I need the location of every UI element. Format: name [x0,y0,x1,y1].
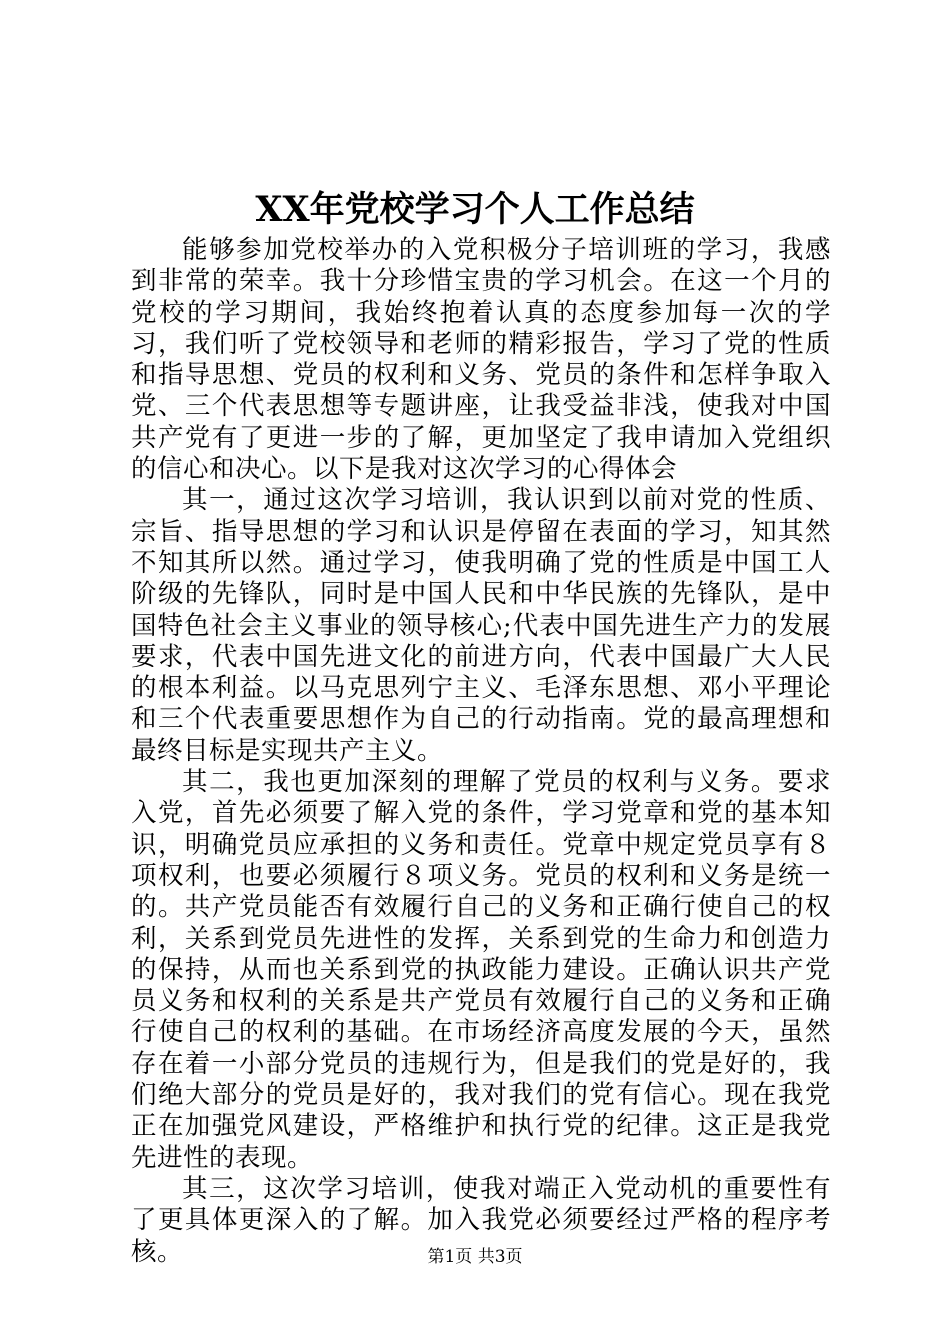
document-body [131,235,831,1268]
document-title: XX年党校学习个人工作总结 [255,189,695,230]
paragraph-third: 其三，这次学习培训，使我对端正入党动机的重要性有了更具体更深入的了解。加入我党必须要经过严格的程序考核。 [131,1173,831,1267]
paragraph-second: 其二，我也更加深刻的理解了党员的权利与义务。要求入党，首先必须要了解入党的条件，学习党章和党的基本知识，明确党员应承担的义务和责任。党章中规定党员享有８项权利，也要必须履行８项义务。党员的权利和义务是统一的。共产党员能否有效履行自己的义务和正确行使自己的权利，关系到党员先进性的发挥，关系到党的生命力和创造力的保持，从而也关系到党的执政能力建设。正确认识共产党员义务和权利的关系是共产党员有效履行自己的义务和正确行使自己的权利的基础。在市场经济高度发展的今天，虽然存在着一小部分党员的违规行为，但是我们的党是好的，我们绝大部分的党员是好的，我对我们的党有信心。现在我党正在加强党风建设，严格维护和执行党的纪律。这正是我党先进性的表现。 [131,767,831,1173]
page-footer: 第1页 共3页 [427,1247,523,1267]
paragraph-intro: 能够参加党校举办的入党积极分子培训班的学习，我感到非常的荣幸。我十分珍惜宝贵的学习机会。在这一个月的党校的学习期间，我始终抱着认真的态度参加每一次的学习，我们听了党校领导和老师的精彩报告，学习了党的性质和指导思想、党员的权利和义务、党员的条件和怎样争取入党、三个代表思想等专题讲座，让我受益非浅，使我对中国共产党有了更进一步的了解，更加坚定了我申请加入党组织的信心和决心。以下是我对这次学习的心得体会 [131,235,831,485]
paragraph-first: 其一，通过这次学习培训，我认识到以前对党的性质、宗旨、指导思想的学习和认识是停留在表面的学习，知其然不知其所以然。通过学习，使我明确了党的性质是中国工人阶级的先锋队，同时是中国人民和中华民族的先锋队，是中国特色社会主义事业的领导核心;代表中国先进生产力的发展要求，代表中国先进文化的前进方向，代表中国最广大人民的根本利益。以马克思列宁主义、毛泽东思想、邓小平理论和三个代表重要思想作为自己的行动指南。党的最高理想和最终目标是实现共产主义。 [131,485,831,766]
